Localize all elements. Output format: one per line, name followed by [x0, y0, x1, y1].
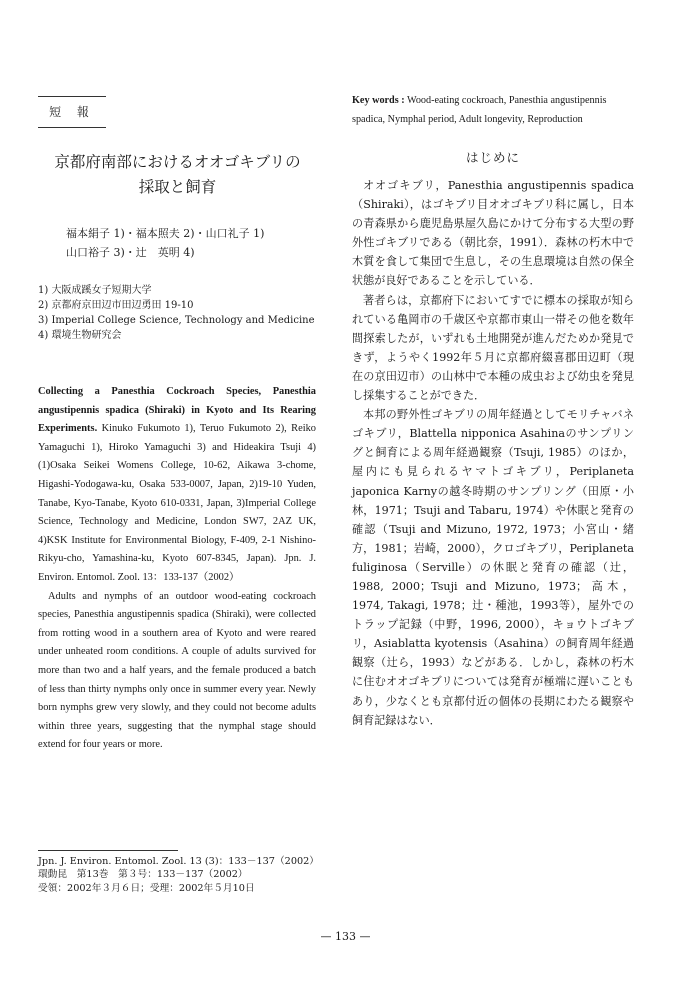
footnote — [38, 855, 358, 895]
intro-paragraph: オオゴキブリ，Panesthia angustipennis spadica（Shiraki），はゴキブリ目オオゴキブリ科に属し，日本の青森県から鹿児島県屋久島にかけて分布する大型の野外性ゴキブリである（朝比奈，1991）．森林の朽木中で木質を食して集団で生息し，その生息環境は自然の保全状態が良好であることを示している． — [352, 179, 634, 288]
authors-line-1: 福本絹子 1)・福本照夫 2)・山口礼子 1) — [66, 227, 265, 240]
keywords-label: Key words : — [352, 95, 405, 106]
footnote-line: Jpn. J. Environ. Entomol. Zool. 13 (3)：133－137（2002） — [38, 856, 319, 867]
affiliation-2: 2) 京都府京田辺市田辺勇田 19-10 — [38, 300, 194, 311]
keywords-text: Wood-eating cockroach, Panesthia angustipennis spadica, Nymphal period, Adult longevity, Reproduction — [352, 95, 607, 125]
title-line-1: 京都府南部におけるオオゴキブリの — [54, 153, 301, 171]
english-title: Collecting a Panesthia Cockroach Species, Panesthia angustipennis spadica (Shiraki) in Kyoto and Its Rearing Experiments. — [38, 386, 316, 435]
authors-line-2: 山口裕子 3)・辻 英明 4) — [66, 246, 195, 259]
footnote-rule — [38, 850, 178, 851]
title-line-2: 採取と飼育 — [138, 178, 217, 196]
english-authors-affiliations: Kinuko Fukumoto 1), Teruo Fukumoto 2), Reiko Yamaguchi 1), Hiroko Yamaguchi 3) and Hideakira Tsuji 4) (1)Osaka Seikei Womens College, 10-62, Aikawa 3-chome, Higashi-Yodogawa-ku, Osaka 533-0007, Japan, 2)19-10 Yuden, Tanabe, Kyo-Tanabe, Kyoto 610-0331, Japan, 3)Imperial College Science, Technology and Medicine, London SW7, 2AZ UK, 4)KSK Institute for Environmental Biology, F-409, 2-1 Nishino-Rikyu-cho, Yamashina-ku, Kyoto 607-8345, Japan). Jpn. J. Environ. Entomol. Zool. 13：133-137（2002） — [38, 423, 316, 583]
footnote-line: 環動昆 第13巻 第３号：133－137（2002） — [38, 869, 248, 881]
intro-paragraph: 著者らは，京都府下においてすでに標本の採取が知られている亀岡市の千歳区や京都市東山一帯その他を数年間探索したが，いずれも土地開発が進んだためか発見できず，ようやく1992年５月に京都府綴喜郡田辺町（現在の京田辺市）の山林中で本種の成虫および幼虫を発見し採集することができた． — [352, 293, 634, 403]
affiliation-1: 1) 大阪成蹊女子短期大学 — [38, 285, 152, 296]
author-list — [66, 224, 326, 262]
english-abstract — [38, 383, 316, 755]
affiliation-4: 4) 環境生物研究会 — [38, 330, 122, 341]
keywords — [352, 91, 634, 129]
section-tag: 短 報 — [38, 96, 106, 128]
intro-paragraph: 本邦の野外性ゴキブリの周年経過としてモリチャバネゴキブリ，Blattella nipponica Asahinaのサンプリングと飼育による周年経過観察（Tsuji, 1985）のほか，屋内にも見られるヤマトゴキブリ，Periplaneta japonica Karnyの越冬時期のサンプリング（田原・小林，1971；Tsuji and Tabaru, 1974）や休眠と発育の確認（Tsuji and Mizuno, 1972, 1973；小宮山・緒方，1981；岩崎，2000），クロゴキブリ，Periplaneta fuliginosa（Serville）の休眠と発育の確認（辻，1988, 2000；Tsuji and Mizuno, 1973；高木，1974, Takagi, 1978；辻・種池，1993等），屋外でのトラップ記録（中野，1996, 2000），キョウトゴキブリ，Asiablatta kyotensis（Asahina）の飼育周年経過観察（辻ら，1993）などがある．しかし，森林の朽木に住むオオゴキブリについては発育が極端に遅いこともあり，少なくとも京都付近の個体の長期にわたる観察や飼育記録はない． — [352, 408, 634, 727]
affiliation-list — [38, 283, 328, 343]
intro-heading: はじめに — [465, 150, 520, 165]
page-number: — 133 — — [320, 930, 371, 943]
affiliation-3: 3) Imperial College Science, Technology and Medicine — [38, 315, 315, 326]
footnote-line: 受領：2002年３月６日；受理：2002年５月10日 — [38, 882, 255, 894]
english-abstract-body: Adults and nymphs of an outdoor wood-eating cockroach species, Panesthia angustipennis spadica (Shiraki), were collected from rotting wood in a southern area of Kyoto and were reared under unheated room conditions. A couple of adults survived for more than two and a half years, and the female produced a batch of less than thirty nymphs only once in summer every year. Newly born nymphs grew very slowly, and they could not become adults within three years, suggesting that the nymphal stage should extend for four years or more. — [38, 590, 316, 751]
article-title — [40, 150, 315, 200]
intro-body — [352, 176, 634, 730]
